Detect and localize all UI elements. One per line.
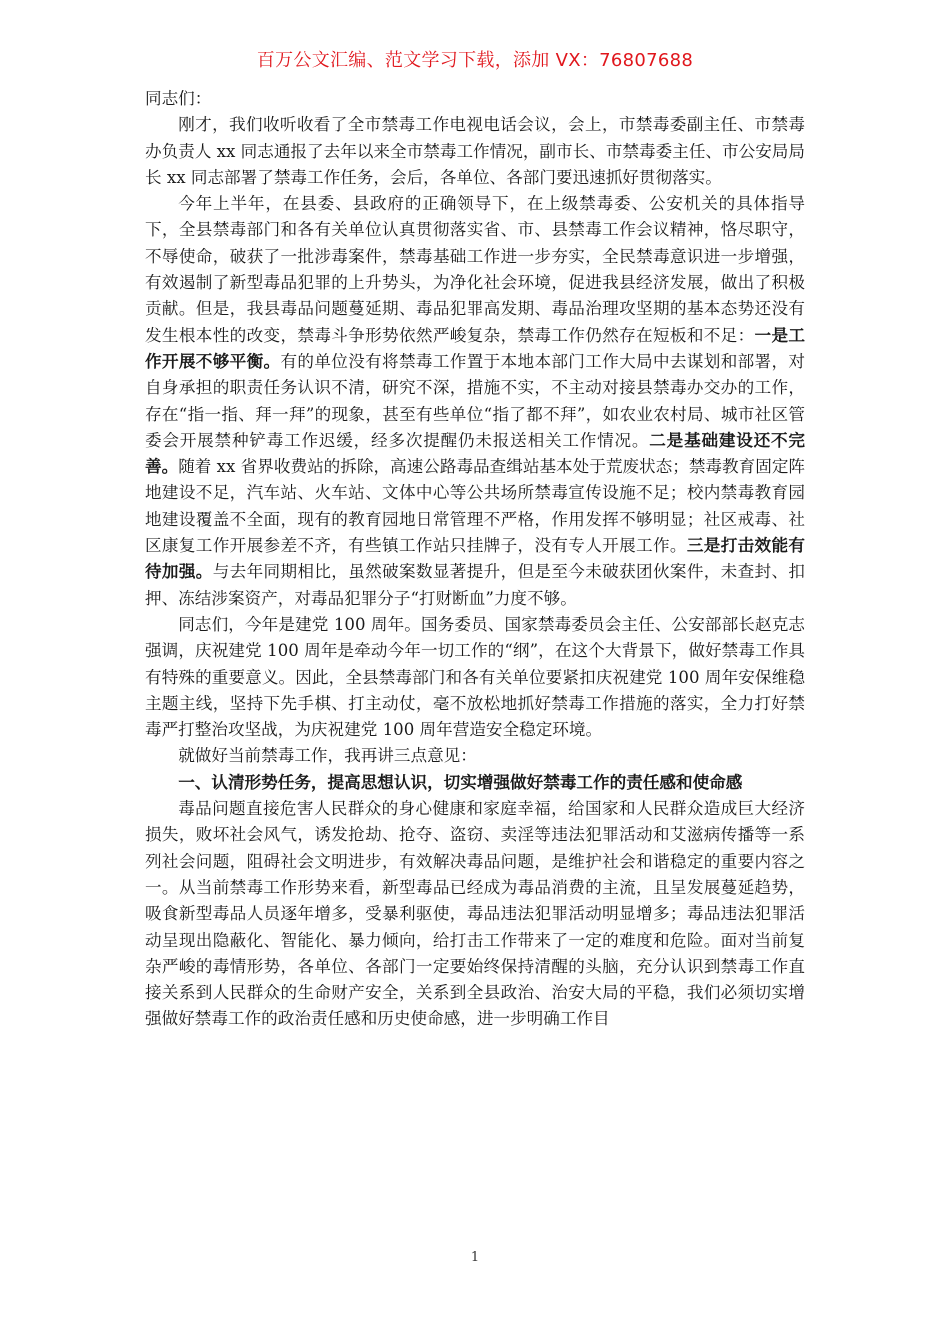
review-text-3: 随着 xx 省界收费站的拆除，高速公路毒品查缉站基本处于荒废状态；禁毒教育固定阵地建设不足，汽车站、火车站、文体中心等公共场所禁毒宣传设施不足；校内禁毒教育园地建设覆盖不全面，现有的教育园地日常管理不严格，作用发挥不够明显；社区戒毒、社区康复工作开展参差不齐，有些镇工作站只挂牌子，没有专人开展工作。 xyxy=(145,457,806,556)
paragraph-first-half-review xyxy=(145,191,805,612)
issue-1-heading: 一是工作开展不够平衡。 xyxy=(145,325,806,371)
issue-2-heading: 二是基础建设还不完善。 xyxy=(145,430,806,477)
paragraph-drug-situation: 毒品问题直接危害人民群众的身心健康和家庭幸福，给国家和人民群众造成巨大经济损失，败坏社会风气，诱发抢劫、抢夺、盗窃、卖淫等违法犯罪活动和艾滋病传播等一系列社会问题，阻碍社会文明进步，有效解决毒品问题，是维护社会和谐稳定的重要内容之一。从当前禁毒工作形势来看，新型毒品已经成为毒品消费的主流，且呈发展蔓延趋势，吸食新型毒品人员逐年增多，受暴利驱使，毒品违法犯罪活动明显增多；毒品违法犯罪活动呈现出隐蔽化、智能化、暴力倾向，给打击工作带来了一定的难度和危险。面对当前复杂严峻的毒情形势，各单位、各部门一定要始终保持清醒的头脑，充分认识到禁毒工作直接关系到人民群众的生命财产安全，关系到全县政治、治安大局的平稳，我们必须切实增强做好禁毒工作的政治责任感和历史使命感，进一步明确工作目 xyxy=(145,799,805,1029)
paragraph-three-points-intro: 就做好当前禁毒工作，我再讲三点意见： xyxy=(178,746,477,766)
section-heading-1: 一、认清形势任务，提高思想认识，切实增强做好禁毒工作的责任感和使命感 xyxy=(178,772,743,792)
page-number: 1 xyxy=(470,1250,480,1265)
review-text-4: 与去年同期相比，虽然破案数显著提升，但是至今未破获团伙案件，未查封、扣押、冻结涉案资产，对毒品犯罪分子“打财断血”力度不够。 xyxy=(145,562,806,608)
review-text-2: 有的单位没有将禁毒工作置于本地本部门工作大局中去谋划和部署，对自身承担的职责任务认识不清，研究不深，措施不实，不主动对接县禁毒办交办的工作，存在“指一指、拜一拜”的现象，甚至有些单位“指了都不拜”，如农业农村局、城市社区管委会开展禁种铲毒工作迟缓，经多次提醒仍未报送相关工作情况。 xyxy=(145,351,806,450)
salutation: 同志们： xyxy=(145,89,212,108)
document-body xyxy=(145,86,805,1033)
paragraph-centenary: 同志们，今年是建党 100 周年。国务委员、国家禁毒委员会主任、公安部部长赵克志强调，庆祝建党 100 周年是牵动今年一切工作的“纲”，在这个大背景下，做好禁毒工作具有特殊的重要意义。因此，全县禁毒部门和各有关单位要紧扣庆祝建党 100 周年安保维稳主题主线，坚持下先手棋、打主动仗，毫不放松地抓好禁毒工作措施的落实，全力打好禁毒严打整治攻坚战，为庆祝建党 100 周年营造安全稳定环境。 xyxy=(145,614,805,740)
paragraph-meeting-summary: 刚才，我们收听收看了全市禁毒工作电视电话会议，会上，市禁毒委副主任、市禁毒办负责人 xx 同志通报了去年以来全市禁毒工作情况，副市长、市禁毒委主任、市公安局局长 xx 同志部署了禁毒工作任务，会后，各单位、各部门要迅速抓好贯彻落实。 xyxy=(145,115,805,187)
issue-3-heading: 三是打击效能有待加强。 xyxy=(145,536,806,582)
review-text-1: 今年上半年，在县委、县政府的正确领导下，在上级禁毒委、公安机关的具体指导下，全县禁毒部门和各有关单位认真贯彻落实省、市、县禁毒工作会议精神，恪尽职守，不辱使命，破获了一批涉毒案件，禁毒基础工作进一步夯实，全民禁毒意识进一步增强，有效遏制了新型毒品犯罪的上升势头，为净化社会环境，促进我县经济发展，做出了积极贡献。但是，我县毒品问题蔓延期、毒品犯罪高发期、毒品治理攻坚期的基本态势还没有发生根本性的改变，禁毒斗争形势依然严峻复杂，禁毒工作仍然存在短板和不足： xyxy=(145,194,805,345)
watermark-banner: 百万公文汇编、范文学习下载，添加 VX：76807688 xyxy=(256,50,694,71)
